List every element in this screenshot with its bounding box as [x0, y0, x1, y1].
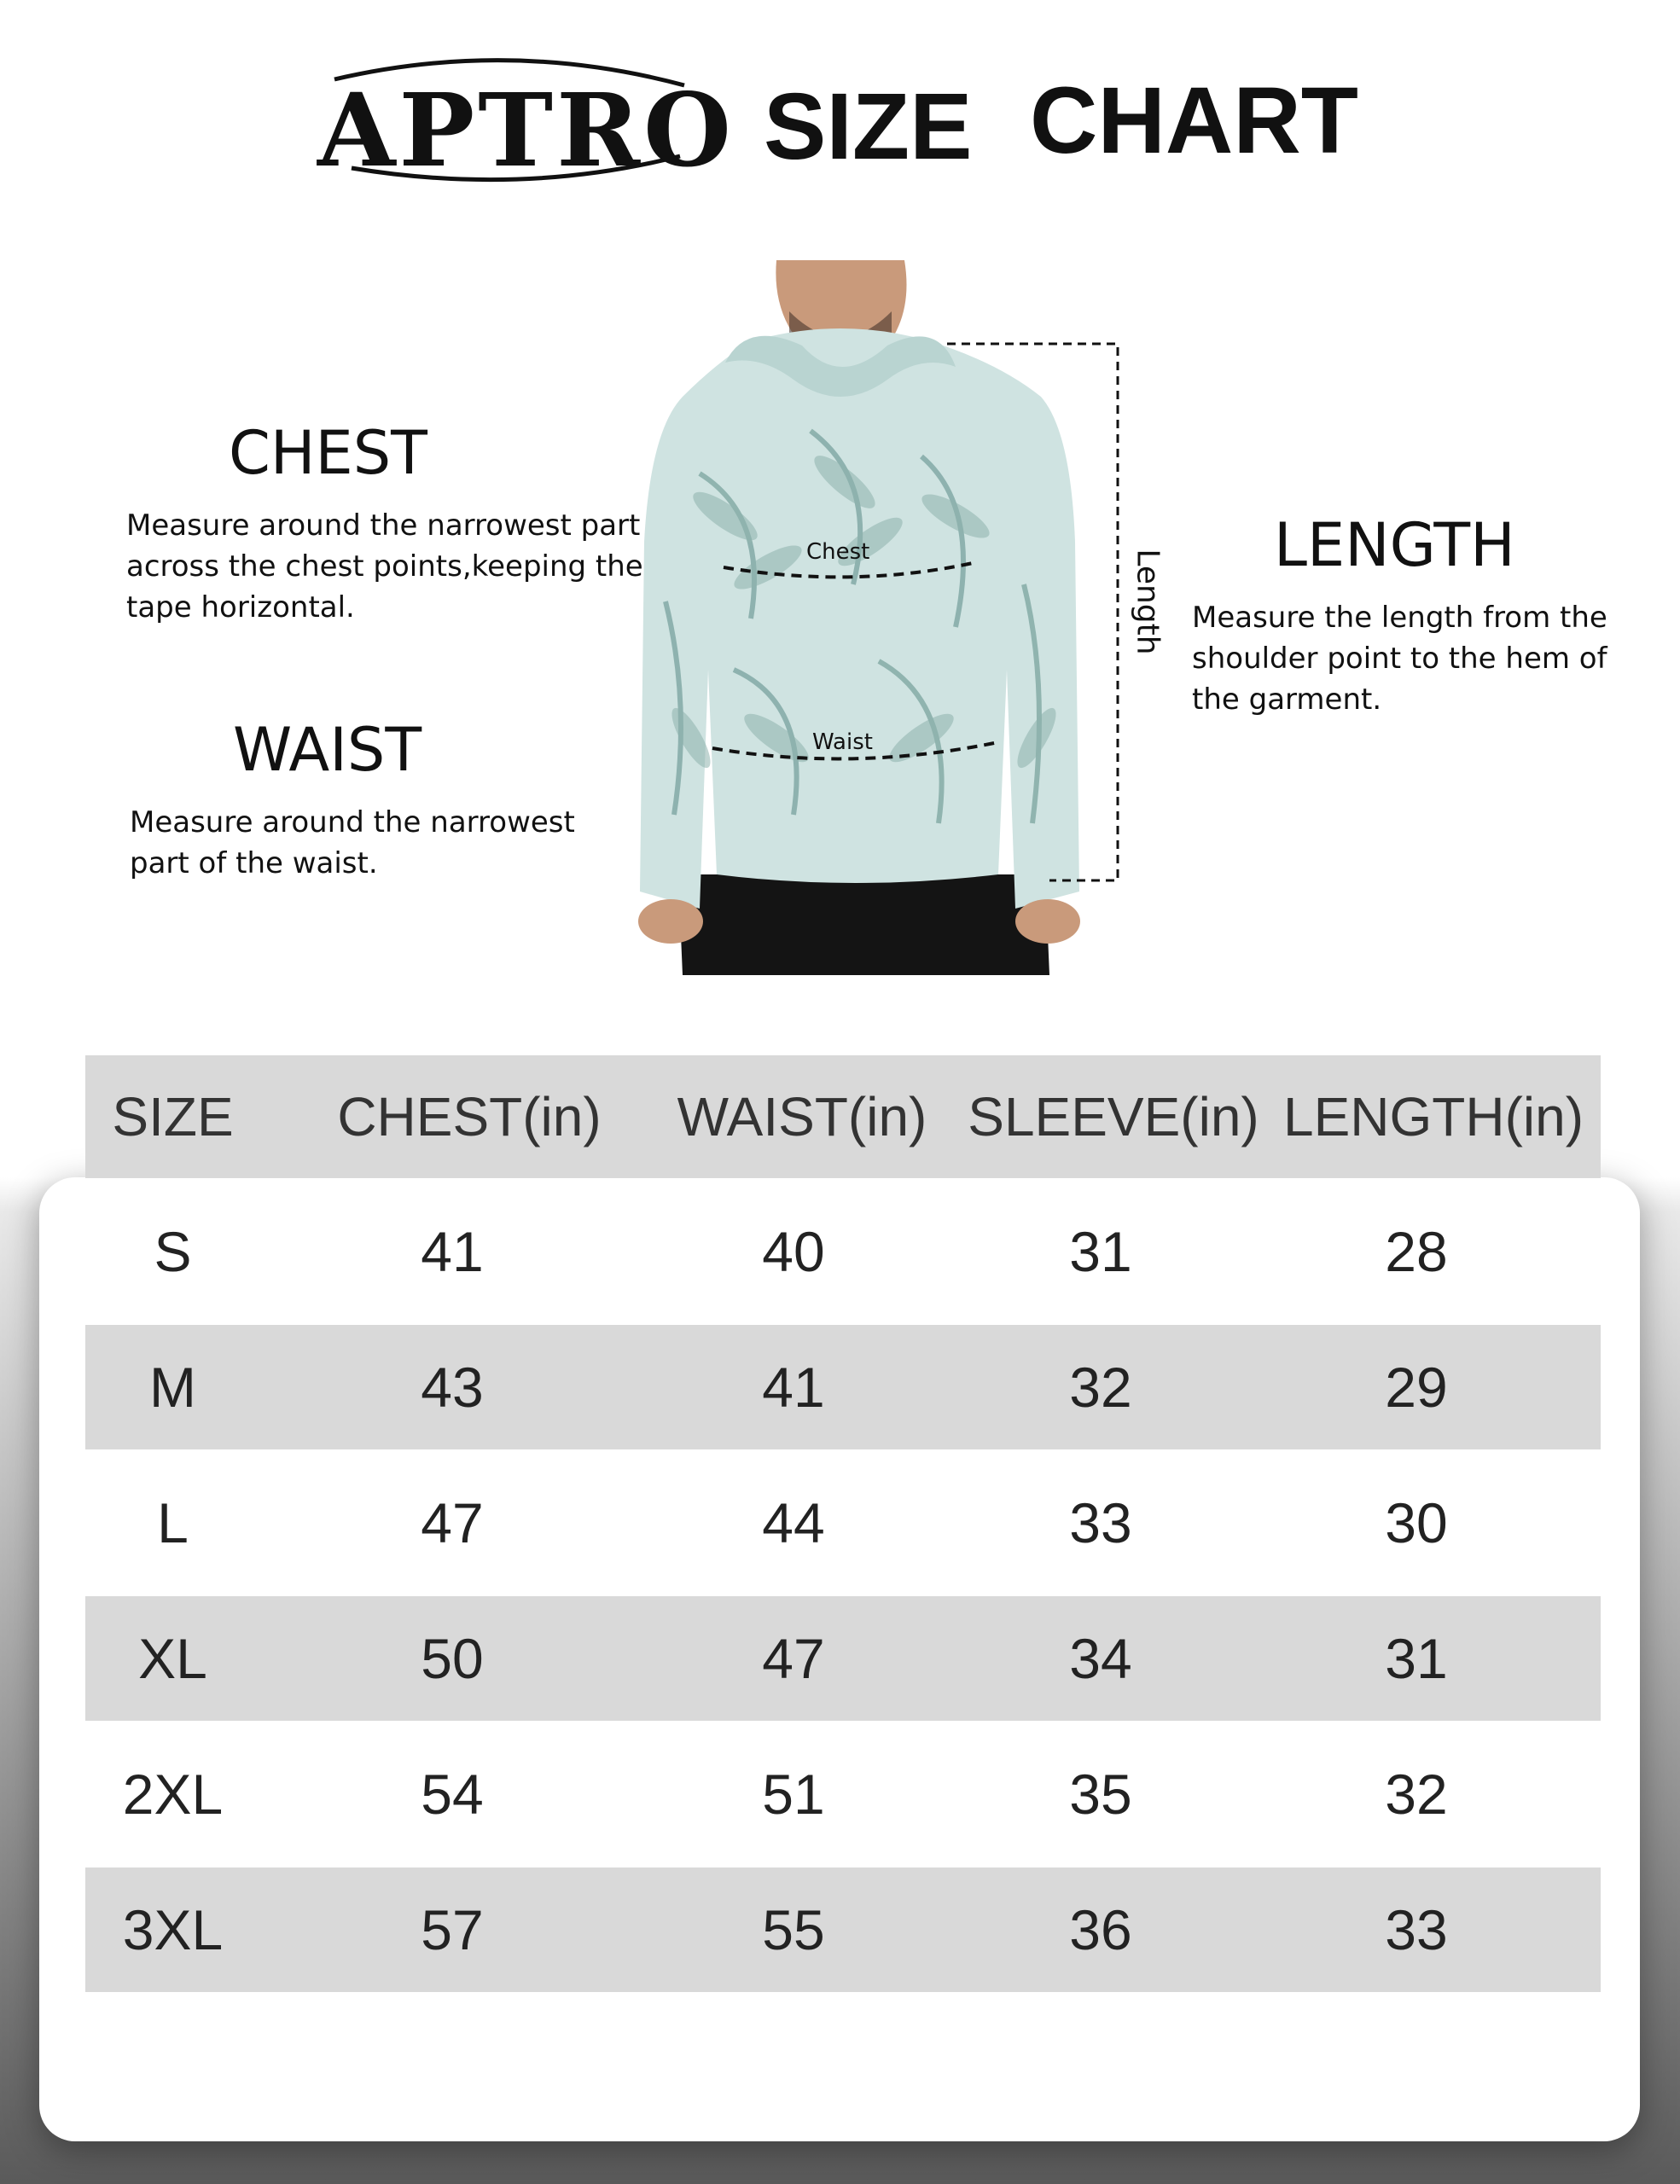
- title-size-word: SIZE: [764, 74, 973, 179]
- chest-cell: 54: [421, 1763, 484, 1826]
- table-row: [85, 1596, 1601, 1721]
- column-header-name: SIZE: [112, 1086, 234, 1147]
- chest-cell: 47: [421, 1491, 484, 1554]
- length-description: [1192, 597, 1607, 720]
- waist-cell: 47: [762, 1627, 825, 1690]
- waist-cell: 40: [762, 1220, 825, 1283]
- column-header-unit: (in): [847, 1086, 927, 1147]
- column-header-length: [1276, 1055, 1591, 1178]
- length-tag: [1113, 546, 1182, 665]
- brand-name: APTRO: [317, 71, 735, 189]
- length-description-line: the garment.: [1192, 682, 1382, 717]
- column-header-name: CHEST: [337, 1086, 523, 1147]
- length-cell: 32: [1385, 1763, 1448, 1826]
- waist-cell: 55: [762, 1898, 825, 1961]
- sleeve-cell: 31: [1069, 1220, 1132, 1283]
- table-header-row: [85, 1055, 1601, 1178]
- length-cell: 29: [1385, 1356, 1448, 1419]
- size-cell: 2XL: [122, 1763, 224, 1826]
- length-cell: 31: [1385, 1627, 1448, 1690]
- waist-description-line: part of the waist.: [130, 846, 378, 880]
- column-header-chest: [316, 1055, 623, 1178]
- chest-description-line: across the chest points,keeping the: [126, 549, 643, 584]
- hoodie-illustration: [597, 260, 1126, 975]
- chest-cell: 43: [421, 1356, 484, 1419]
- table-row: [85, 1721, 1601, 1867]
- length-cell: 28: [1385, 1220, 1448, 1283]
- waist-description: [130, 802, 575, 884]
- column-header-waist: [648, 1055, 956, 1178]
- column-header-size: [85, 1055, 260, 1178]
- column-header-sleeve: [960, 1055, 1267, 1178]
- waist-cell: 41: [762, 1356, 825, 1419]
- chest-cell: 50: [421, 1627, 484, 1690]
- size-cell: XL: [138, 1627, 207, 1690]
- table-row: [85, 1325, 1601, 1449]
- chest-cell: 57: [421, 1898, 484, 1961]
- chest-heading: CHEST: [229, 418, 427, 488]
- length-heading: LENGTH: [1274, 510, 1515, 580]
- table-row: [85, 1867, 1601, 1992]
- size-cell: S: [154, 1220, 192, 1283]
- column-header-unit: (in): [522, 1086, 602, 1147]
- chest-description-line: tape horizontal.: [126, 590, 355, 624]
- chest-description-line: Measure around the narrowest part: [126, 508, 641, 543]
- model-photo: [597, 260, 1126, 975]
- brand-logo: [317, 47, 735, 192]
- length-cell: 30: [1385, 1491, 1448, 1554]
- sleeve-cell: 34: [1069, 1627, 1132, 1690]
- chest-description: [126, 505, 643, 628]
- chest-tag: Chest: [806, 539, 870, 565]
- waist-tag: Waist: [812, 729, 873, 755]
- size-table: [85, 1055, 1601, 1992]
- chest-cell: 41: [421, 1220, 484, 1283]
- waist-heading: WAIST: [233, 715, 422, 785]
- table-row: [85, 1449, 1601, 1596]
- column-header-name: LENGTH: [1282, 1086, 1505, 1147]
- waist-cell: 44: [762, 1491, 825, 1554]
- size-cell: M: [149, 1356, 196, 1419]
- column-header-name: WAIST: [677, 1086, 848, 1147]
- length-tag-text: Length: [1130, 549, 1166, 655]
- hoodie-shape: [640, 328, 1079, 909]
- length-description-line: Measure the length from the: [1192, 601, 1607, 635]
- table-row: [85, 1178, 1601, 1325]
- sleeve-cell: 35: [1069, 1763, 1132, 1826]
- waist-cell: 51: [762, 1763, 825, 1826]
- sleeve-cell: 32: [1069, 1356, 1132, 1419]
- length-description-line: shoulder point to the hem of: [1192, 642, 1607, 676]
- title-chart-word: CHART: [1030, 68, 1358, 173]
- size-cell: L: [157, 1491, 189, 1554]
- column-header-name: SLEEVE: [968, 1086, 1181, 1147]
- size-cell: 3XL: [122, 1898, 224, 1961]
- column-header-unit: (in): [1180, 1086, 1259, 1147]
- sleeve-cell: 33: [1069, 1491, 1132, 1554]
- column-header-unit: (in): [1504, 1086, 1584, 1147]
- waist-description-line: Measure around the narrowest: [130, 805, 575, 839]
- sleeve-cell: 36: [1069, 1898, 1132, 1961]
- length-cell: 33: [1385, 1898, 1448, 1961]
